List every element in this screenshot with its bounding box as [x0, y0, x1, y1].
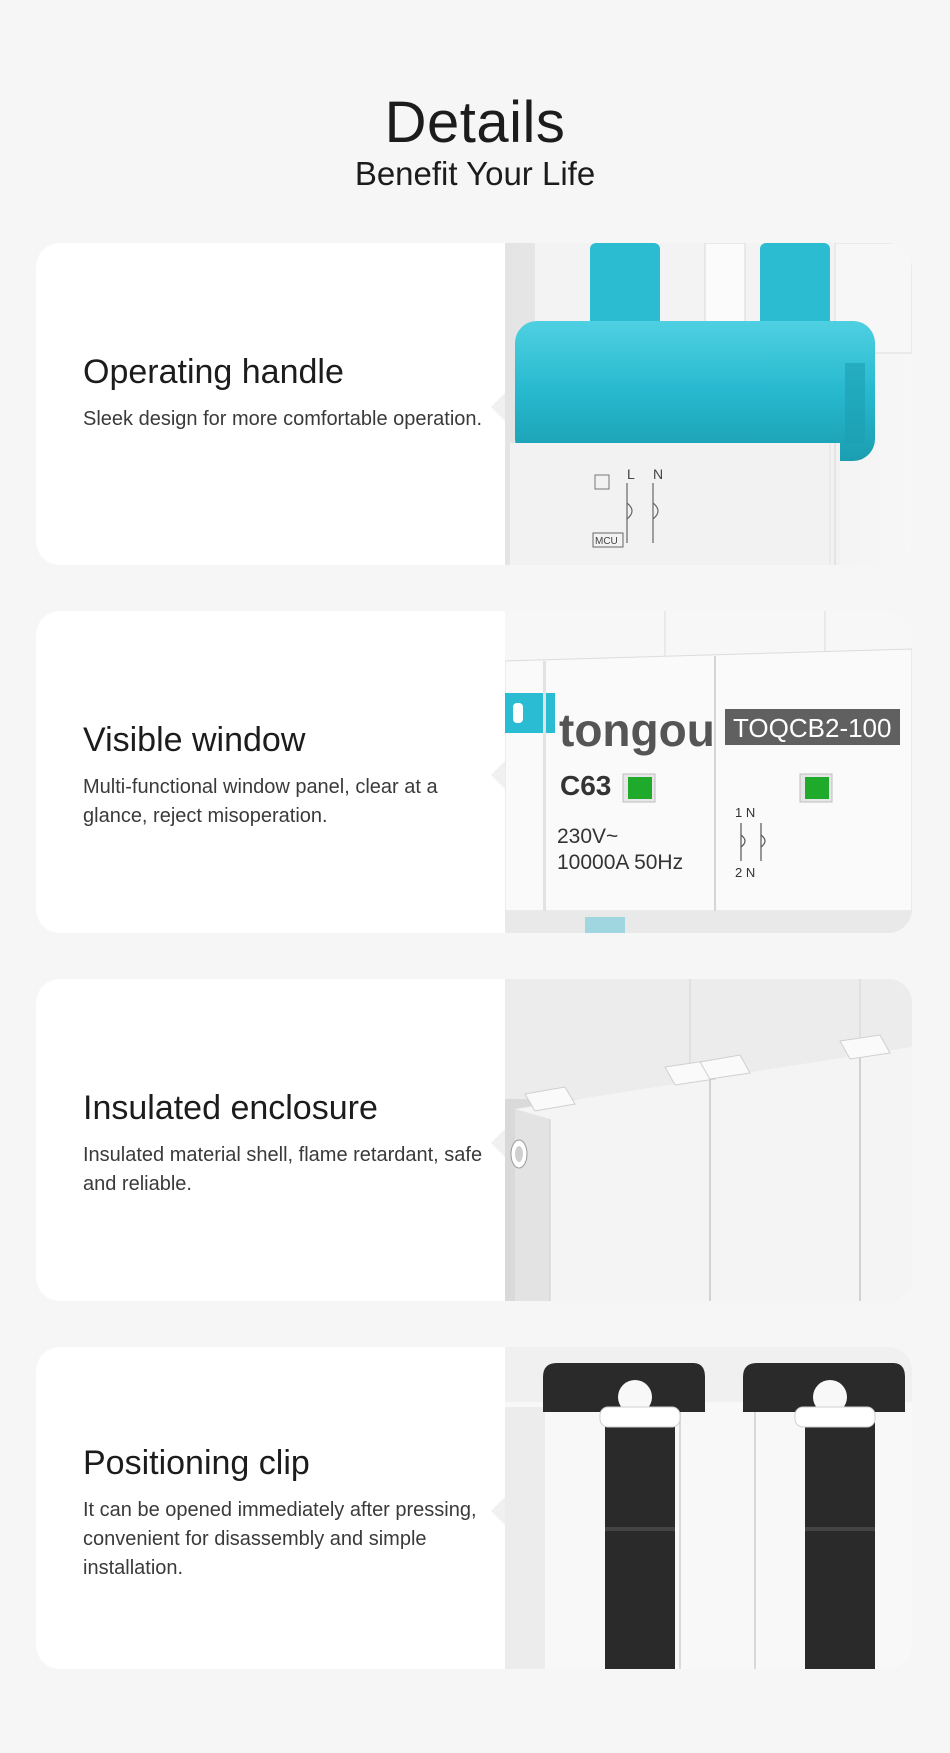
feature-heading: Operating handle: [83, 353, 344, 391]
visible-window-image: [505, 611, 912, 933]
insulated-enclosure-image: [505, 979, 912, 1301]
handle-label-l: L: [627, 466, 635, 482]
handle-label-n: N: [653, 466, 664, 482]
feature-card-insulated-enclosure: [36, 979, 912, 1301]
feature-text: [83, 1087, 503, 1199]
feature-heading: Positioning clip: [83, 1444, 310, 1482]
feature-description: It can be opened immediately after pressing, convenient for disassembly and simple installation.: [83, 1499, 477, 1579]
feature-text: [83, 1442, 503, 1583]
terminal-top-label: 1 N: [735, 805, 756, 820]
model-label: TOQCB2-100: [733, 713, 892, 743]
handle-label-mcu: MCU: [595, 536, 618, 547]
voltage-label: 230V~: [557, 825, 619, 848]
card-pointer: [491, 1129, 505, 1157]
feature-heading: Insulated enclosure: [83, 1089, 378, 1127]
feature-card-positioning-clip: [36, 1347, 912, 1669]
brand-logo: tongou: [559, 704, 715, 756]
card-pointer: [491, 761, 505, 789]
feature-description: Sleek design for more comfortable operation.: [83, 408, 483, 430]
feature-card-operating-handle: [36, 243, 912, 565]
page-title: Details: [384, 90, 566, 155]
card-pointer: [491, 1497, 505, 1525]
positioning-clip-image: [505, 1347, 912, 1669]
rating-label: C63: [560, 770, 612, 801]
feature-card-visible-window: [36, 611, 912, 933]
feature-description: Multi-functional window panel, clear at a glance, reject misoperation.: [83, 776, 438, 827]
card-pointer: [491, 393, 505, 421]
feature-text: [83, 719, 503, 831]
terminal-bottom-label: 2 N: [735, 865, 756, 880]
spec-label: 10000A 50Hz: [557, 851, 684, 874]
feature-heading: Visible window: [83, 721, 306, 759]
feature-text: [83, 351, 503, 434]
operating-handle-image: [505, 243, 912, 565]
page-subtitle: Benefit Your Life: [354, 155, 596, 192]
feature-description: Insulated material shell, flame retardant, safe and reliable.: [83, 1144, 483, 1195]
